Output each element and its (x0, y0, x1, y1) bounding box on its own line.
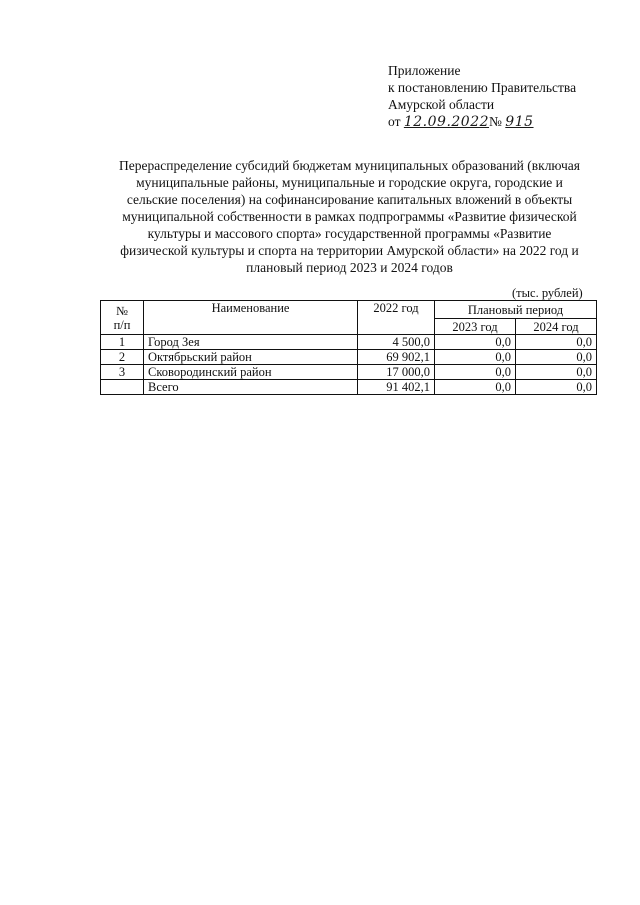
table-header-row (101, 301, 597, 319)
row-name: Октябрьский район (144, 350, 358, 365)
table-row (101, 350, 597, 365)
title-line: муниципальные районы, муниципальные и городские округа, городские и (136, 175, 563, 190)
row-2024: 0,0 (516, 335, 597, 350)
title-line: плановый период 2023 и 2024 годов (246, 260, 453, 275)
total-2023: 0,0 (435, 380, 516, 395)
total-2022: 91 402,1 (358, 380, 435, 395)
appendix-date-line (388, 113, 576, 131)
title-line: Перераспределение субсидий бюджетам муниципальных образований (включая (119, 158, 580, 173)
row-num: 1 (101, 335, 144, 350)
header-num (101, 301, 144, 335)
header-num-line1: № (116, 303, 128, 318)
appendix-region: Амурской области (388, 97, 495, 112)
table-row (101, 365, 597, 380)
total-num (101, 380, 144, 395)
total-row (101, 380, 597, 395)
table-row (101, 335, 597, 350)
header-2024: 2024 год (516, 319, 597, 335)
row-name: Город Зея (144, 335, 358, 350)
document-title (92, 157, 607, 276)
row-num: 3 (101, 365, 144, 380)
number-prefix: № (489, 114, 502, 129)
row-2024: 0,0 (516, 350, 597, 365)
header-num-line2: п/п (113, 317, 131, 332)
appendix-header (388, 62, 576, 131)
header-2023: 2023 год (435, 319, 516, 335)
title-line: муниципальной собственности в рамках подпрограммы «Развитие физической (122, 209, 577, 224)
row-2023: 0,0 (435, 335, 516, 350)
row-2023: 0,0 (435, 350, 516, 365)
row-2022: 69 902,1 (358, 350, 435, 365)
header-name: Наименование (144, 301, 358, 335)
row-2022: 4 500,0 (358, 335, 435, 350)
appendix-label: Приложение (388, 63, 461, 78)
total-2024: 0,0 (516, 380, 597, 395)
handwritten-number: 915 (505, 114, 534, 130)
date-prefix: от (388, 114, 401, 129)
handwritten-date: 12.09.2022 (403, 114, 490, 130)
title-line: сельские поселения) на софинансирование капитальных вложений в объекты (126, 192, 573, 207)
title-line: физической культуры и спорта на территории Амурской области» на 2022 год и (120, 243, 579, 258)
row-num: 2 (101, 350, 144, 365)
row-name: Сковородинский район (144, 365, 358, 380)
units-label: (тыс. рублей) (512, 286, 583, 300)
header-plan-period: Плановый период (435, 301, 597, 319)
title-line: культуры и массового спорта» государственной программы «Развитие (147, 226, 552, 241)
appendix-decree: к постановлению Правительства (388, 80, 577, 95)
row-2022: 17 000,0 (358, 365, 435, 380)
total-label: Всего (144, 380, 358, 395)
row-2023: 0,0 (435, 365, 516, 380)
subsidy-table (100, 300, 597, 395)
header-2022: 2022 год (358, 301, 435, 335)
row-2024: 0,0 (516, 365, 597, 380)
